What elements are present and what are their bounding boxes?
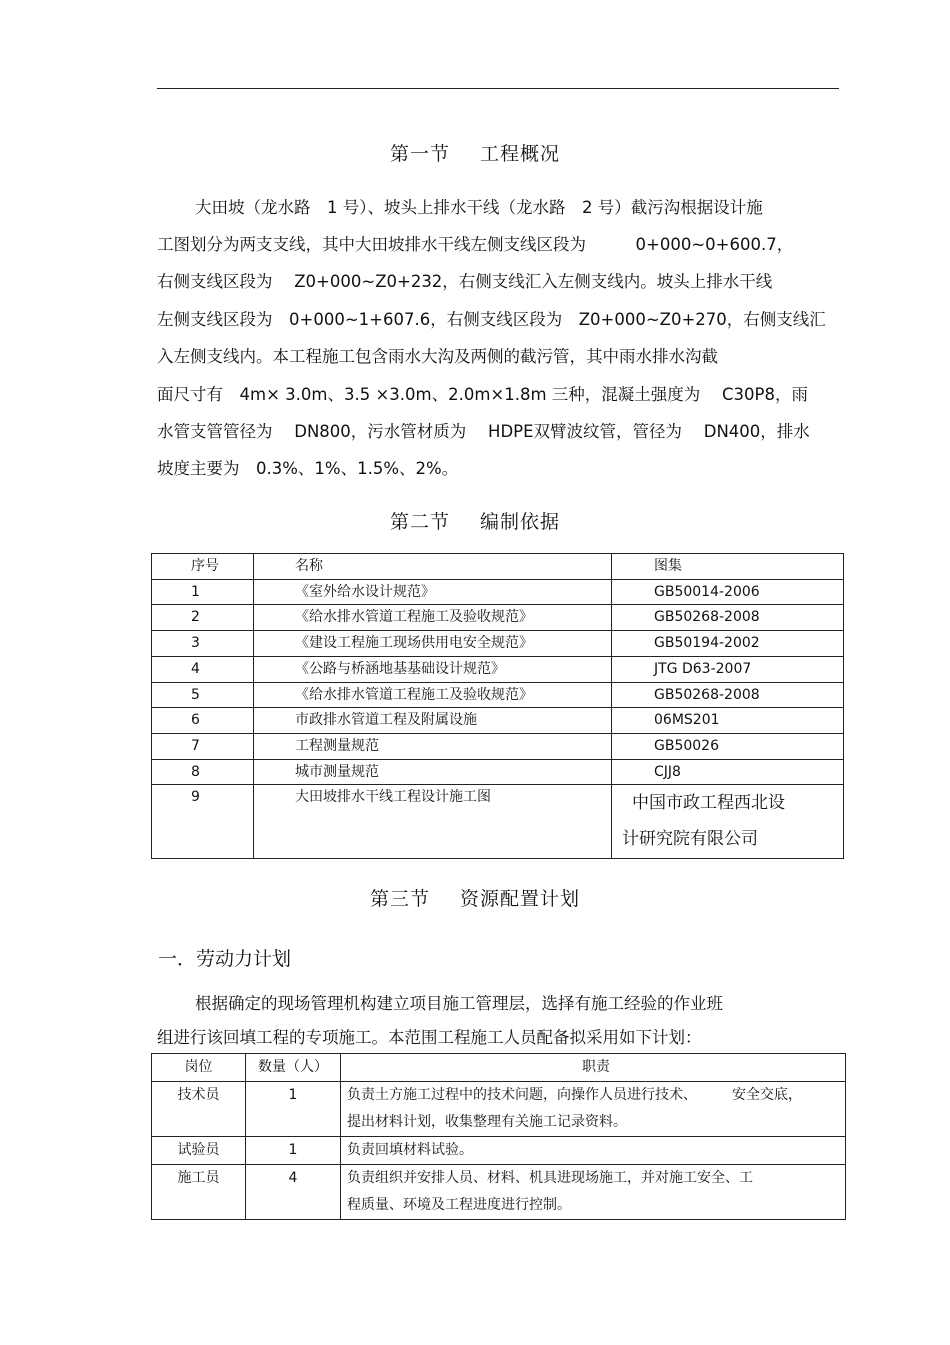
basis-cell-atlas: GB50194-2002 — [612, 631, 844, 657]
basis-cell-atlas: CJJ8 — [612, 759, 844, 785]
section1-line-5: 入左侧支线内。本工程施工包含雨水大沟及两侧的截污管，其中雨水排水沟截 — [157, 347, 718, 366]
basis-cell-name: 工程测量规范 — [254, 733, 612, 759]
basis-cell-name: 市政排水管道工程及附属设施 — [254, 708, 612, 734]
basis-cell-atlas-multiline — [612, 785, 844, 859]
section3-heading — [0, 884, 950, 911]
section1-line-3: 右侧支线区段为 Z0+000~Z0+232，右侧支线汇入左侧支线内。坡头上排水干线 — [157, 272, 773, 291]
labor-header-count: 数量（人） — [246, 1054, 341, 1082]
section3-line-1: 根据确定的现场管理机构建立项目施工管理层，选择有施工经验的作业班 — [195, 994, 723, 1013]
basis-cell-no: 5 — [152, 682, 254, 708]
table-row — [152, 1165, 846, 1220]
table-row — [152, 682, 844, 708]
basis-cell-no: 6 — [152, 708, 254, 734]
labor-duty-line: 提出材料计划，收集整理有关施工记录资料。 — [347, 1114, 627, 1130]
basis-cell-no: 7 — [152, 733, 254, 759]
section1-line-6: 面尺寸有 4m× 3.0m、3.5 ×3.0m、2.0m×1.8m 三种，混凝土强度为 C30P8，雨 — [157, 385, 808, 404]
basis-cell-name: 《给水排水管道工程施工及验收规范》 — [254, 605, 612, 631]
header-rule — [157, 88, 839, 89]
section1-heading — [0, 139, 950, 166]
basis-cell-name: 《公路与桥涵地基基础设计规范》 — [254, 656, 612, 682]
section1-line-2: 工图划分为两支支线，其中大田坡排水干线左侧支线区段为 0+000~0+600.7， — [157, 235, 794, 254]
section2-heading-title: 编制依据 — [480, 511, 561, 533]
table-row — [152, 579, 844, 605]
table-row — [152, 759, 844, 785]
labor-cell-duty — [341, 1137, 846, 1165]
table-row — [152, 733, 844, 759]
basis-table — [151, 553, 844, 859]
labor-header-duty: 职责 — [341, 1054, 846, 1082]
basis-header-no: 序号 — [152, 554, 254, 580]
basis-cell-no: 1 — [152, 579, 254, 605]
labor-table-header — [152, 1054, 846, 1082]
labor-duty-line: 负责回填材料试验。 — [347, 1142, 473, 1158]
table-row — [152, 708, 844, 734]
labor-cell-count: 1 — [246, 1082, 341, 1137]
basis-cell-no: 4 — [152, 656, 254, 682]
table-row — [152, 1137, 846, 1165]
basis-cell-atlas: JTG D63-2007 — [612, 656, 844, 682]
basis-atlas-line-1: 中国市政工程西北设 — [632, 793, 785, 814]
basis-cell-atlas: GB50026 — [612, 733, 844, 759]
basis-header-name: 名称 — [254, 554, 612, 580]
basis-cell-name: 大田坡排水干线工程设计施工图 — [254, 785, 612, 859]
section1-line-8: 坡度主要为 0.3%、1%、1.5%、2%。 — [157, 459, 459, 478]
labor-cell-role: 技术员 — [152, 1082, 246, 1137]
labor-duty-line: 负责土方施工过程中的技术问题，向操作人员进行技术、 安全交底， — [347, 1087, 802, 1103]
labor-cell-duty — [341, 1082, 846, 1137]
basis-cell-name: 《建设工程施工现场供用电安全规范》 — [254, 631, 612, 657]
basis-table-header — [152, 554, 844, 580]
basis-cell-atlas: 06MS201 — [612, 708, 844, 734]
basis-atlas-line-2: 计研究院有限公司 — [622, 829, 758, 850]
table-row — [152, 631, 844, 657]
section3-heading-number: 第三节 — [369, 888, 430, 910]
basis-cell-no: 8 — [152, 759, 254, 785]
labor-cell-role: 施工员 — [152, 1165, 246, 1220]
basis-header-atlas: 图集 — [612, 554, 844, 580]
table-row — [152, 785, 844, 859]
table-row — [152, 605, 844, 631]
table-row — [152, 656, 844, 682]
section2-heading — [0, 507, 950, 534]
section1-line-7: 水管支管管径为 DN800，污水管材质为 HDPE双臂波纹管，管径为 DN400，排水 — [157, 422, 810, 441]
basis-cell-name: 《给水排水管道工程施工及验收规范》 — [254, 682, 612, 708]
labor-plan-heading: 一．劳动力计划 — [158, 948, 292, 970]
section1-heading-number: 第一节 — [389, 143, 450, 165]
labor-cell-role: 试验员 — [152, 1137, 246, 1165]
section3-line-2: 组进行该回填工程的专项施工。本范围工程施工人员配备拟采用如下计划： — [157, 1028, 702, 1047]
labor-table — [151, 1053, 846, 1220]
basis-cell-no: 2 — [152, 605, 254, 631]
basis-cell-atlas: GB50268-2008 — [612, 682, 844, 708]
section3-heading-title: 资源配置计划 — [460, 888, 581, 910]
labor-duty-line: 负责组织并安排人员、材料、机具进现场施工，并对施工安全、工 — [347, 1170, 753, 1186]
labor-cell-duty — [341, 1165, 846, 1220]
section2-heading-number: 第二节 — [389, 511, 450, 533]
basis-cell-name: 《室外给水设计规范》 — [254, 579, 612, 605]
basis-cell-no: 9 — [152, 785, 254, 859]
basis-cell-atlas: GB50014-2006 — [612, 579, 844, 605]
basis-cell-atlas: GB50268-2008 — [612, 605, 844, 631]
basis-cell-name: 城市测量规范 — [254, 759, 612, 785]
basis-cell-no: 3 — [152, 631, 254, 657]
table-row — [152, 1082, 846, 1137]
section1-line-1: 大田坡（龙水路 1 号）、坡头上排水干线（龙水路 2 号）截污沟根据设计施 — [195, 198, 763, 217]
section1-line-4: 左侧支线区段为 0+000~1+607.6，右侧支线区段为 Z0+000~Z0+270，右侧支线汇 — [157, 310, 826, 329]
labor-duty-line: 程质量、环境及工程进度进行控制。 — [347, 1197, 571, 1213]
labor-cell-count: 4 — [246, 1165, 341, 1220]
labor-header-role: 岗位 — [152, 1054, 246, 1082]
labor-cell-count: 1 — [246, 1137, 341, 1165]
section1-heading-title: 工程概况 — [480, 143, 561, 165]
